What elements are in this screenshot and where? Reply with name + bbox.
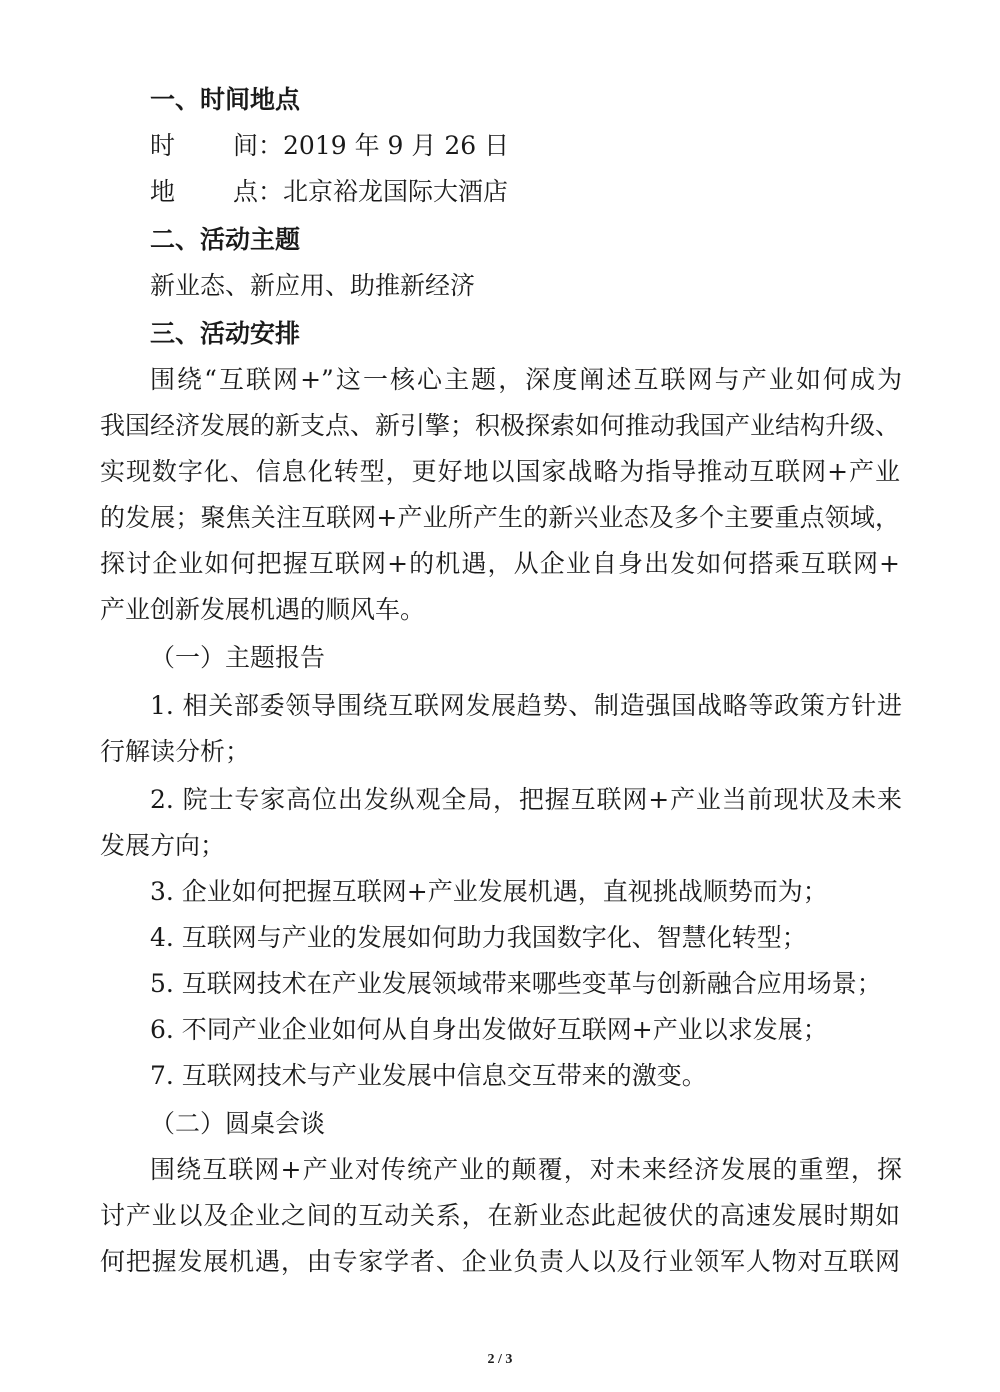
report-item: 4. 互联网与产业的发展如何助力我国数字化、智慧化转型； [150,923,807,952]
report-item: 3. 企业如何把握互联网+产业发展机遇，直视挑战顺势而为； [150,877,828,906]
theme-text: 新业态、新应用、助推新经济 [150,271,476,300]
report-item: 6. 不同产业企业如何从自身出发做好互联网+产业以求发展； [150,1015,828,1044]
roundtable-line: 讨产业以及企业之间的互动关系，在新业态此起彼伏的高速发展时期如 [100,1201,900,1230]
place-label-b: 点： [233,177,284,206]
report-item: 2. 院士专家高位出发纵观全局，把握互联网+产业当前现状及未来 [150,785,902,814]
section1-heading: 一、时间地点 [150,85,301,114]
intro-line: 产业创新发展机遇的顺风车。 [100,595,426,624]
intro-line: 围绕“互联网+”这一核心主题，深度阐述互联网与产业如何成为 [150,365,902,394]
section3-heading: 三、活动安排 [150,319,301,348]
time-row [150,128,509,164]
sub2-heading: （二）圆桌会谈 [150,1109,326,1138]
time-value: 2019 年 9 月 26 日 [283,131,510,160]
roundtable-line: 围绕互联网+产业对传统产业的颠覆，对未来经济发展的重塑，探 [150,1155,902,1184]
report-item: 1. 相关部委领导围绕互联网发展趋势、制造强国战略等政策方针进 [150,691,902,720]
intro-line: 我国经济发展的新支点、新引擎；积极探索如何推动我国产业结构升级、 [100,411,901,440]
intro-line: 探讨企业如何把握互联网+的机遇，从企业自身出发如何搭乘互联网+ [100,549,900,578]
page-number: 2 / 3 [487,1352,513,1367]
report-item: 7. 互联网技术与产业发展中信息交互带来的激变。 [150,1061,707,1090]
place-label-a: 地 [150,177,176,206]
section2-heading: 二、活动主题 [150,225,301,254]
roundtable-line: 何把握发展机遇，由专家学者、企业负责人以及行业领军人物对互联网 [100,1247,900,1276]
report-item: 行解读分析； [100,737,251,766]
report-item: 发展方向； [100,831,226,860]
place-value: 北京裕龙国际大酒店 [283,177,509,206]
intro-line: 实现数字化、信息化转型，更好地以国家战略为指导推动互联网+产业 [100,457,900,486]
place-row [150,174,508,210]
time-label-a: 时 [150,131,176,160]
time-label-b: 间： [233,131,284,160]
intro-line: 的发展；聚焦关注互联网+产业所产生的新兴业态及多个主要重点领域， [100,503,900,532]
sub1-heading: （一）主题报告 [150,643,326,672]
report-item: 5. 互联网技术在产业发展领域带来哪些变革与创新融合应用场景； [150,969,882,998]
